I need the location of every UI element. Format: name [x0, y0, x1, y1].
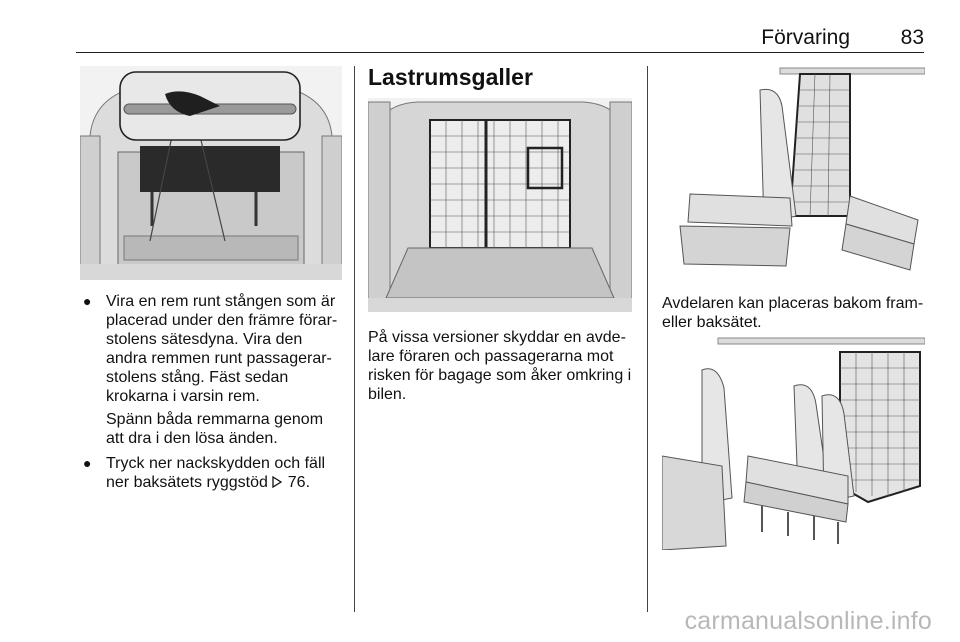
figure-divider-behind-front-seat — [660, 66, 925, 280]
bullet-glyph: ● — [83, 293, 92, 309]
list-item — [80, 454, 345, 492]
seats-front-divider-illustration — [660, 66, 925, 280]
watermark: carmanualsonline.info — [684, 607, 932, 635]
column-divider-1 — [354, 66, 355, 612]
instruction-list-2 — [80, 454, 345, 492]
page-reference-arrow-icon — [272, 474, 287, 491]
figure-divider-behind-rear-seat — [662, 336, 925, 550]
left-column-text — [80, 292, 345, 496]
figure-van-rear-strap — [80, 66, 342, 280]
list-item — [80, 292, 345, 406]
cargo-grid-illustration — [368, 98, 632, 312]
instruction-list — [80, 292, 345, 406]
figure-cargo-divider-rear — [368, 98, 632, 312]
bullet-1-subparagraph: Spänn båda remmarna genom att dra i den lösa änden. — [106, 411, 324, 447]
page-reference-number: 76. — [287, 474, 311, 491]
bullet-glyph: ● — [83, 455, 92, 471]
middle-column-paragraph: På vissa versioner skyddar en avde-lare föraren och passagerarna mot risken för bagage som åker omkring i bilen. — [368, 329, 632, 403]
column-divider-2 — [647, 66, 648, 612]
header-title: Förvaring — [761, 26, 850, 49]
page-number: 83 — [900, 26, 924, 49]
section-heading: Lastrumsgaller — [368, 64, 533, 90]
header-rule — [76, 52, 924, 53]
van-rear-illustration — [80, 66, 342, 280]
bullet-2-text: Tryck ner nackskydden och fäll ner baksätets ryggstöd — [106, 455, 326, 491]
right-column-paragraph: Avdelaren kan placeras bakom fram- eller baksätet. — [662, 295, 924, 331]
bullet-1-text: Vira en rem runt stången som är placerad under den främre förar-stolens sätesdyna. Vira den andra remmen runt passagerar-stolens stång. Fäst sedan krokarna i varsin rem. — [106, 293, 338, 405]
seats-rear-divider-illustration — [662, 336, 925, 550]
